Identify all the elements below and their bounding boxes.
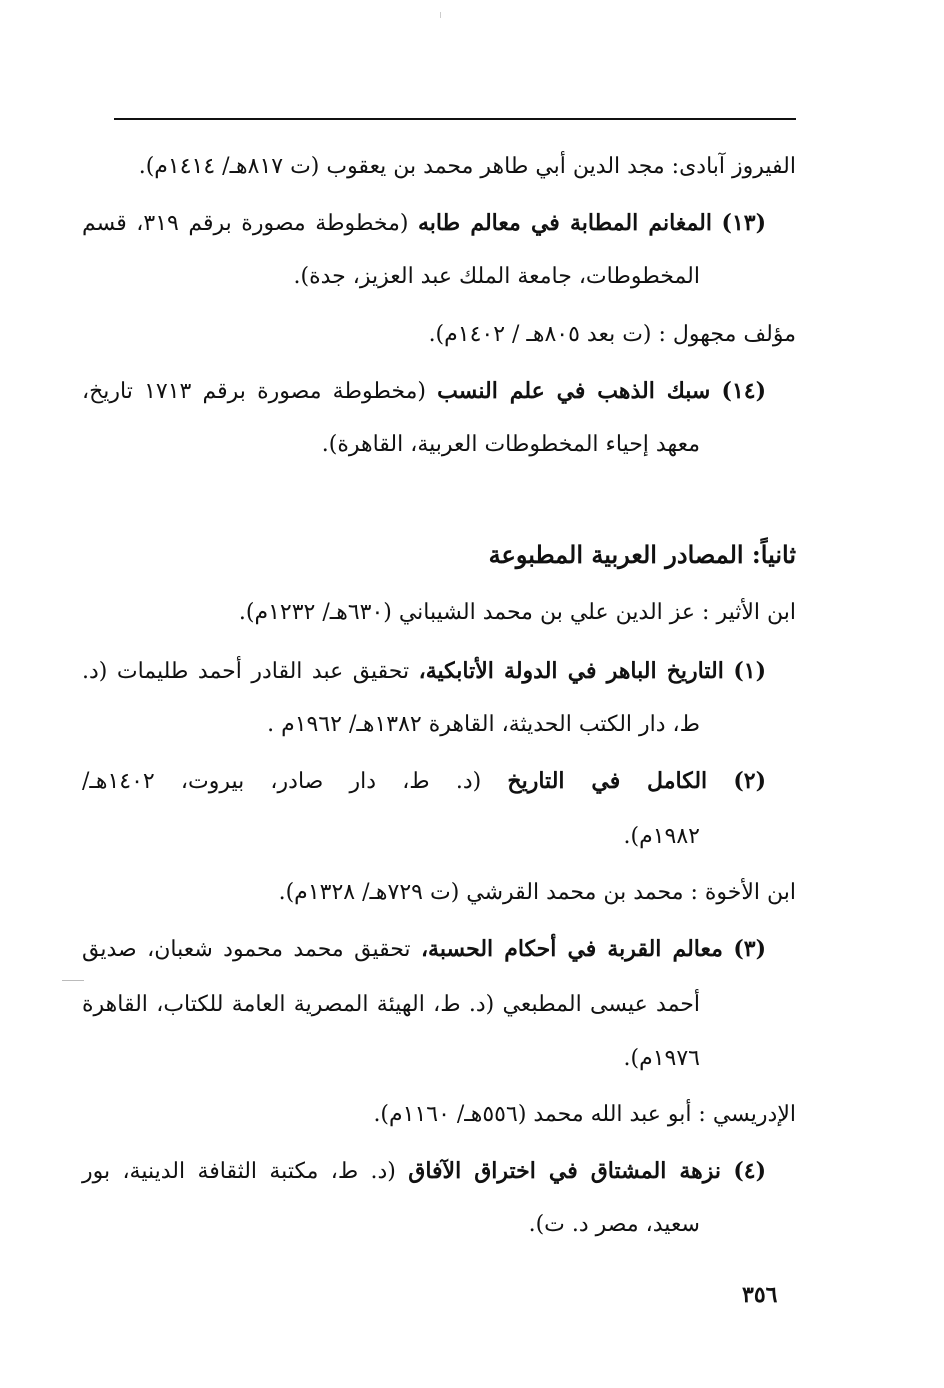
entry-title: المغانم المطابة في معالم طابه	[418, 210, 712, 236]
entry-13-line-2	[82, 262, 700, 292]
entry-number: (٣)	[733, 936, 767, 962]
entry-title: التاريخ الباهر في الدولة الأتابكية،	[418, 658, 724, 684]
page-number: ٣٥٦	[742, 1282, 778, 1308]
entry-2-line-1	[82, 766, 766, 796]
entry-4-line-2	[82, 1210, 700, 1240]
entry-text: أحمد عيسى المطبعي (د. ط، الهيئة المصرية العامة للكتاب، القاهرة	[82, 992, 700, 1017]
entry-14-line-1	[82, 376, 766, 406]
entry-text: (مخطوطة مصورة برقم ١٧١٣ تاريخ،	[82, 379, 426, 404]
author-text: مؤلف مجهول : (ت بعد ٨٠٥هـ / ١٤٠٢م).	[428, 322, 796, 347]
entry-text: تحقيق محمد محمود شعبان، صديق	[82, 937, 411, 962]
entry-text: ١٩٨٢م).	[623, 824, 700, 849]
author-text: ابن الأثير : عز الدين علي بن محمد الشيباني (٦٣٠هـ/ ١٢٣٢م).	[238, 600, 796, 625]
entry-2-line-2	[82, 822, 700, 852]
entry-text: ط، دار الكتب الحديثة، القاهرة ١٣٨٢هـ/ ١٩٦٢م .	[267, 712, 700, 737]
entry-title: الكامل في التاريخ	[507, 768, 708, 794]
entry-text: (د. ط، مكتبة الثقافة الدينية، بور	[82, 1159, 396, 1184]
entry-text: تحقيق عبد القادر أحمد طليمات (د.	[82, 659, 410, 684]
entry-3-line-1	[82, 934, 766, 964]
entry-text: معهد إحياء المخطوطات العربية، القاهرة).	[321, 432, 700, 457]
author-text: ابن الأخوة : محمد بن محمد القرشي (ت ٧٢٩هـ/ ١٣٢٨م).	[278, 880, 796, 905]
author-line-firuzabadi	[114, 152, 796, 182]
entry-title: سبك الذهب في علم النسب	[437, 378, 711, 404]
entry-text: ١٩٧٦م).	[623, 1046, 700, 1071]
entry-3-line-2	[82, 990, 700, 1020]
author-line-al-idrisi	[114, 1100, 796, 1130]
entry-title: معالم القربة في أحكام الحسبة،	[420, 936, 723, 962]
entry-4-line-1	[82, 1156, 766, 1186]
entry-text: المخطوطات، جامعة الملك عبد العزيز، جدة).	[293, 264, 700, 289]
entry-number: (١٣)	[721, 210, 766, 236]
entry-text: (مخطوطة مصورة برقم ٣١٩، قسم	[82, 211, 409, 236]
entry-number: (١٤)	[721, 378, 766, 404]
entry-1-line-2	[82, 710, 700, 740]
scan-artifact	[62, 980, 84, 981]
author-text: الإدريسي : أبو عبد الله محمد (٥٥٦هـ/ ١١٦٠م).	[373, 1102, 796, 1127]
entry-text: سعيد، مصر د. ت).	[528, 1212, 700, 1237]
entry-number: (١)	[733, 658, 766, 684]
section-heading	[114, 540, 796, 570]
entry-1-line-1	[82, 656, 766, 686]
entry-text: (د. ط، دار صادر، بيروت، ١٤٠٢هـ/	[82, 769, 482, 794]
author-line-ibn-al-ukhuwwa	[114, 878, 796, 908]
author-text: الفيروز آبادى: مجد الدين أبي طاهر محمد بن يعقوب (ت ٨١٧هـ/ ١٤١٤م).	[138, 154, 796, 179]
entry-14-line-2	[82, 430, 700, 460]
author-line-unknown	[114, 320, 796, 350]
author-line-ibn-al-athir	[114, 598, 796, 628]
entry-13-line-1	[82, 208, 766, 238]
entry-number: (٢)	[733, 768, 767, 794]
entry-number: (٤)	[733, 1158, 766, 1184]
section-heading-text: ثانياً: المصادر العربية المطبوعة	[488, 540, 796, 569]
entry-3-line-3	[82, 1044, 700, 1074]
entry-title: نزهة المشتاق في اختراق الآفاق	[408, 1158, 721, 1184]
header-rule	[114, 118, 796, 120]
scan-artifact	[440, 12, 441, 18]
